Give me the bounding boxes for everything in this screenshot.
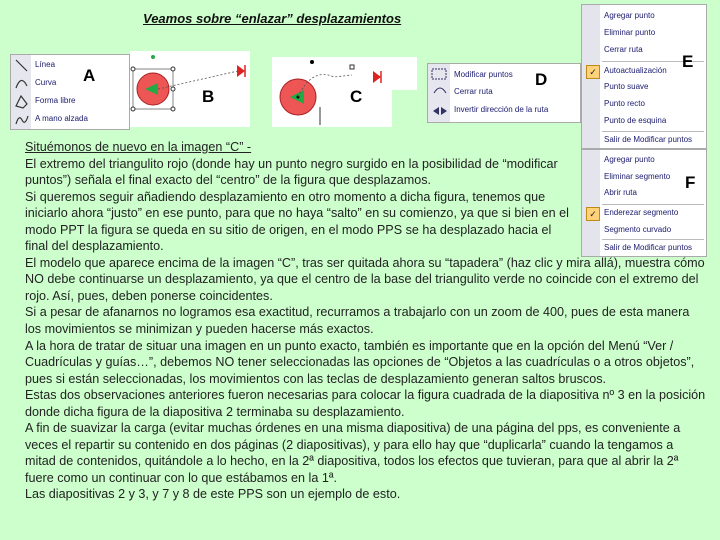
paragraph-1-intro: Situémonos de nuevo en la imagen “C” - [25, 140, 252, 154]
menu-e-punto-esquina[interactable]: Punto de esquina [604, 116, 667, 125]
menu-item-invertir-direccion[interactable]: Invertir dirección de la ruta [454, 105, 549, 114]
paragraph-5: A la hora de tratar de situar una imagen en un punto exacto, también es importante que en la opción del Menú “Ver / Cuadrículas y guías…”, debemos NO tener seleccionadas las opciones de “Objetos a las cuadrículas o a otros objetos”, pues si están seleccionadas, los movimientos con las teclas de desplazamiento generan saltos bruscos. [25, 338, 695, 386]
menu-item-forma-libre[interactable]: Forma libre [35, 96, 76, 105]
checkmark-icon: ✓ [586, 207, 600, 221]
menu-item-cerrar-ruta[interactable]: Cerrar ruta [454, 87, 493, 96]
label-f: F [685, 173, 696, 192]
menu-f-enderezar-segmento[interactable]: Enderezar segmento [604, 208, 679, 217]
menu-e-salir[interactable]: Salir de Modificar puntos [604, 135, 693, 144]
menu-item-modificar-puntos[interactable]: Modificar puntos [454, 70, 513, 79]
label-e: E [682, 52, 694, 71]
menu-item-linea[interactable]: Línea [35, 60, 56, 69]
image-b-figure [130, 51, 250, 127]
paragraph-1: El extremo del triangulito rojo (donde hay un punto negro surgido en la posibilidad de “modificar puntos”) señala el final exacto del “centro” de la figura que desplazamos. [25, 156, 558, 188]
paragraph-8: Las diapositivas 2 y 3, y 7 y 8 de este PPS son un ejemplo de esto. [25, 487, 401, 502]
label-d: D [535, 70, 548, 89]
line-tool-icons [14, 58, 30, 126]
menu-e-agregar-punto[interactable]: Agregar punto [604, 11, 655, 20]
image-c-figure [272, 57, 417, 127]
image-b [130, 51, 250, 127]
menu-f-agregar-punto[interactable]: Agregar punto [604, 155, 655, 164]
menu-f-eliminar-segmento[interactable]: Eliminar segmento [604, 172, 671, 181]
paragraph-2: Si queremos seguir añadiendo desplazamiento en otro momento a dicha figura, tenemos que iniciarlo ahora “justo” en ese punto, para que no haya “salto” en su comienzo, ya que si bien en el modo PPT la figura se queda en su sitio de origen, en el modo PPS se ha desplazado hacia el final del desplazamiento. [25, 189, 569, 254]
paragraph-7: A fin de suavizar la carga (evitar muchas órdenes en una misma diapositiva) de una página del pps, es conveniente a veces el repartir su contenido en dos páginas (2 diapositivas), y para ello hay que “duplicarla” cuando la tengamos a mitad de contenidos, quitándole a lo hecho, en la 2ª diapositiva, todos los efectos que tuvieran, para que al abrir la 2ª fuere como un continuar con lo que estábamos en la 1ª. [25, 421, 681, 485]
menu-e-eliminar-punto[interactable]: Eliminar punto [604, 28, 656, 37]
menu-f-salir[interactable]: Salir de Modificar puntos [604, 243, 693, 252]
menu-f-abrir-ruta[interactable]: Abrir ruta [604, 188, 637, 197]
menu-item-a-mano-alzada[interactable]: A mano alzada [35, 114, 88, 123]
menu-e-autoactualizacion[interactable]: Autoactualización [604, 66, 667, 75]
menu-item-curva[interactable]: Curva [35, 78, 57, 87]
body-text [17, 139, 707, 503]
paragraph-4: Si a pesar de afanarnos no logramos esa exactitud, recurramos a trabajarlo con un zoom de 400, pues de esta manera los movimientos se minimizan y pueden hacerse más exactos. [25, 305, 690, 337]
context-menu-e [581, 4, 707, 149]
menu-f-segmento-curvado[interactable]: Segmento curvado [604, 225, 672, 234]
menu-e-punto-suave[interactable]: Punto suave [604, 82, 649, 91]
label-a: A [83, 66, 96, 85]
menu-e-cerrar-ruta[interactable]: Cerrar ruta [604, 45, 643, 54]
checkmark-icon: ✓ [586, 65, 600, 79]
lines-menu-panel [10, 54, 130, 130]
page-title: Veamos sobre “enlazar” desplazamientos [143, 11, 402, 26]
paragraph-6: Estas dos observaciones anteriores fueron necesarias para colocar la figura cuadrada de la diapositiva nº 3 en la posición donde dicha figura de la diapositiva 2 terminaba su desplazamiento. [25, 388, 706, 419]
label-c: C [350, 87, 363, 106]
modify-points-icons [431, 67, 449, 119]
modify-points-panel [427, 63, 581, 123]
paragraph-3: El modelo que aparece encima de la imagen “C”, tras ser quitada ahora su “tapadera” (haz clic y mira allá), muestra cómo NO debe continuarse un desplazamiento, ya que el centro de la base del triangulito verde no coincide con el extremo del rojo. Así, pues, deben ponerse coincidentes. [25, 255, 705, 303]
image-c [272, 57, 417, 127]
menu-e-punto-recto[interactable]: Punto recto [604, 99, 645, 108]
label-b: B [202, 87, 215, 106]
